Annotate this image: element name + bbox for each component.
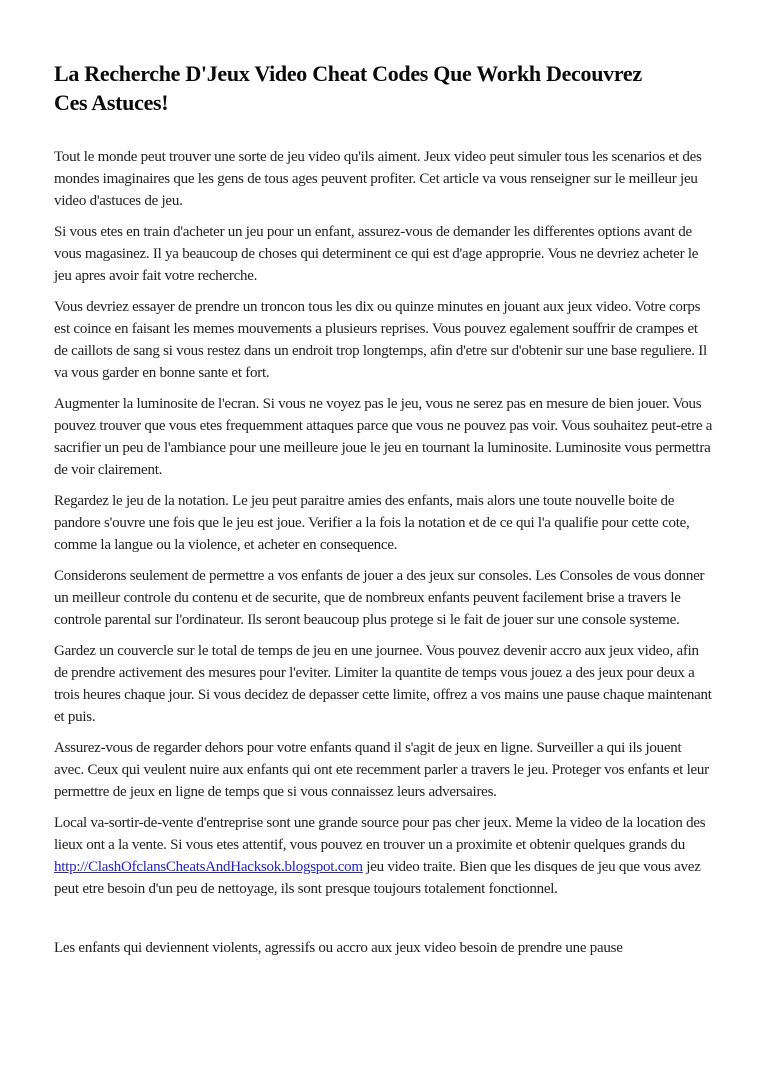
paragraph-buying-for-child: Si vous etes en train d'acheter un jeu pour un enfant, assurez-vous de demander les differentes options avant de vous magasinez. Il ya beaucoup de choses qui determinent ce qui est d'age approprie. Vous ne devriez acheter le jeu apres avoir fait votre recherche. <box>54 224 699 284</box>
paragraph-intro: Tout le monde peut trouver une sorte de jeu video qu'ils aiment. Jeux video peut simuler tous les scenarios et des mondes imaginaires que les gens de tous ages peuvent profiter. Cet article va vous renseigner sur le meilleur jeu video d'astuces de jeu. <box>54 149 702 209</box>
paragraph-time-limit: Gardez un couvercle sur le total de temps de jeu en une journee. Vous pouvez devenir accro aux jeux video, afin de prendre activement des mesures pour l'eviter. Limiter la quantite de temps vous jouez a des jeux pour deux a trois heures chaque jour. Si vous decidez de depasser cette limite, offrez a vos mains une pause chaque maintenant et puis. <box>54 643 712 725</box>
paragraph-brightness: Augmenter la luminosite de l'ecran. Si vous ne voyez pas le jeu, vous ne serez pas en mesure de bien jouer. Vous pouvez trouver que vous etes frequemment attaques parce que vous ne pouvez pas voir. Vous souhaitez peut-etre a sacrifier un peu de l'ambiance pour une meilleure joue le jeu en tournant la luminosite. Luminosite vous permettra de voir clairement. <box>54 396 713 478</box>
paragraph-take-breaks: Vous devriez essayer de prendre un troncon tous les dix ou quinze minutes en jouant aux jeux video. Votre corps est coince en faisant les memes mouvements a plusieurs reprises. Vous pouvez egalement souffrir de crampes et de caillots de sang si vous restez dans un endroit trop longtemps, afin d'etre sur d'obtenir sur une base reguliere. Il va vous garder en bonne sante et fort. <box>54 299 707 381</box>
paragraph-cheap-games <box>54 812 714 900</box>
blogspot-link[interactable]: http://ClashOfclansCheatsAndHacksok.blogspot.com <box>54 859 363 875</box>
paragraph-ratings: Regardez le jeu de la notation. Le jeu peut paraitre amies des enfants, mais alors une toute nouvelle boite de pandore s'ouvre une fois que le jeu est joue. Verifier a la fois la notation et de ce qui l'a qualifie pour cette cote, comme la langue ou la violence, et acheter en consequence. <box>54 493 690 553</box>
paragraph-text-before-link: Local va-sortir-de-vente d'entreprise sont une grande source pour pas cher jeux. Meme la video de la location des lieux ont a la vente. Si vous etes attentif, vous pouvez en trouver un a proximite et obtenir quelques grands du <box>54 815 706 853</box>
paragraph-violent-kids: Les enfants qui deviennent violents, agressifs ou accro aux jeux video besoin de prendre une pause <box>54 940 623 956</box>
paragraph-online-safety: Assurez-vous de regarder dehors pour votre enfants quand il s'agit de jeux en ligne. Surveiller a qui ils jouent avec. Ceux qui veulent nuire aux enfants qui ont ete recemment parler a travers le jeu. Proteger vos enfants et leur permettre de jeux en ligne de temps que si vous connaissez leurs adversaires. <box>54 740 709 800</box>
paragraph-text-after-link: jeu video traite. Bien que les disques de jeu que vous avez peut etre besoin d'un peu de nettoyage, ils sont presque toujours totalement fonctionnel. <box>54 859 701 897</box>
paragraph-consoles: Considerons seulement de permettre a vos enfants de jouer a des jeux sur consoles. Les Consoles de vous donner un meilleur controle du contenu et de securite, que de nombreux enfants peuvent facilement brise a travers le controle parental sur l'ordinateur. Ils seront beaucoup plus protege si le fait de jouer sur une console systeme. <box>54 568 705 628</box>
page-title: La Recherche D'Jeux Video Cheat Codes Que Workh Decouvrez Ces Astuces! <box>54 61 642 115</box>
